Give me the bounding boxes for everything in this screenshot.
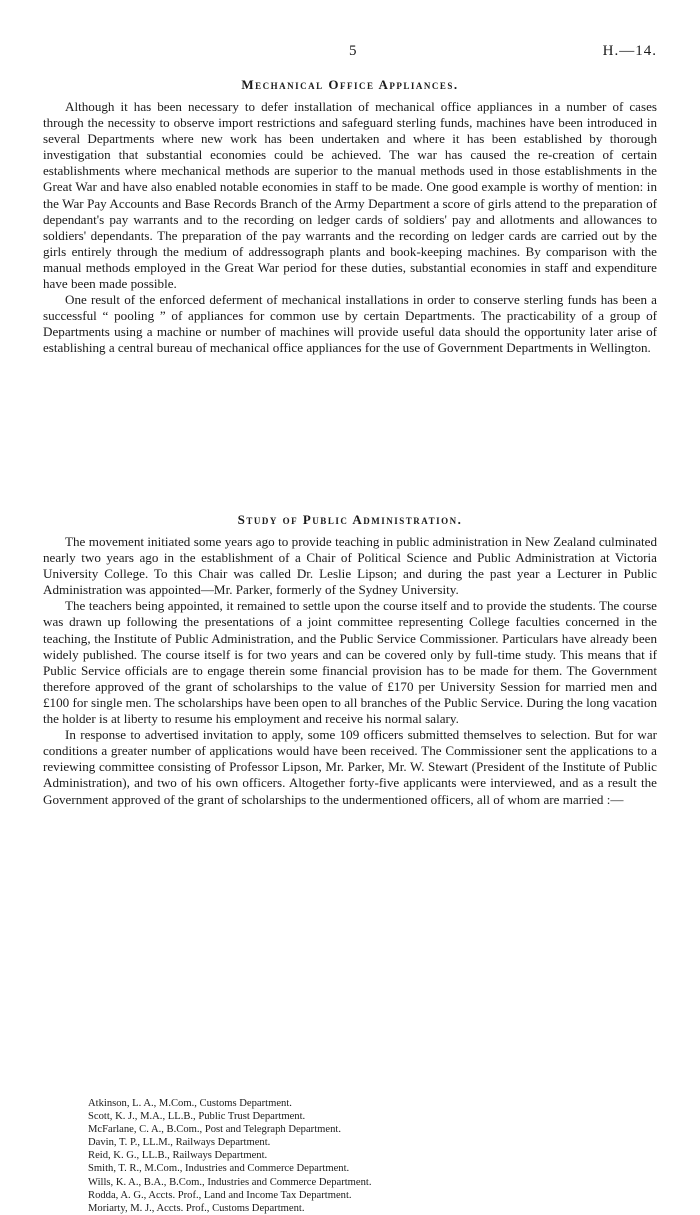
list-item: Scott, K. J., M.A., LL.B., Public Trust Department. <box>88 1111 306 1123</box>
page-number: 5 <box>349 43 357 59</box>
paragraph: In response to advertised invitation to apply, some 109 officers submitted themselves to selection. But for war conditions a greater number of applications would have been received. The Commissioner sent the applications to a reviewing committee consisting of Professor Lipson, Mr. Parker, Mr. W. Stewart (President of the Institute of Public Administration), and two of his own officers. Altogether forty-five applicants were interviewed, and as a result the Government approved of the grant of scholarships to the undermentioned officers, all of whom are married :— <box>43 727 657 807</box>
list-item: Davin, T. P., LL.M., Railways Department. <box>88 1137 271 1149</box>
list-item: Moriarty, M. J., Accts. Prof., Customs Department. <box>88 1202 305 1214</box>
list-item: Wills, K. A., B.A., B.Com., Industries and Commerce Department. <box>88 1176 372 1188</box>
list-item: Atkinson, L. A., M.Com., Customs Department. <box>88 1098 292 1109</box>
section-heading: Study of Public Administration. <box>237 512 463 527</box>
section-study-of-public-administration <box>43 512 657 808</box>
paragraph: The movement initiated some years ago to provide teaching in public administration in New Zealand culminated nearly two years ago in the establishment of a Chair of Political Science and Public Administration at Victoria University College. To this Chair was called Dr. Leslie Lipson; and during the past year a Lecturer in Public Administration was appointed—Mr. Parker, formerly of the Sydney University. <box>43 534 657 598</box>
scholarship-recipients-list <box>88 1097 648 1215</box>
paragraph: Although it has been necessary to defer installation of mechanical office appliances in a number of cases through the necessity to observe import restrictions and safeguard sterling funds, machines have been introduced in several Departments where new work has been undertaken and where it has been established by thorough investigation that substantial economies could be achieved. The war has caused the re-creation of certain establishments where mechanical methods are superior to the manual methods used in those establishments in the Great War and have also enabled notable economies in staff to be made. One good example is worthy of mention: in the War Pay Accounts and Base Records Branch of the Army Department a score of girls attend to the preparation of dependant's pay warrants and to the recording on ledger cards of soldiers' pay and allotments and allowances to soldiers' dependants. The preparation of the pay warrants and the recording on ledger cards are carried out by the girls entirely through the medium of addressograph plants and book-keeping machines. By comparison with the manual methods employed in the Great War period for these duties, substantial economies in staff and expenditure have been made possible. <box>43 99 657 292</box>
paragraph: One result of the enforced deferment of mechanical installations in order to conserve sterling funds has been a successful “ pooling ” of appliances for common use by certain Departments. The practicability of a group of Departments using a machine or number of machines will provide useful data should the opportunity later arise of establishing a central bureau of mechanical office appliances for the use of Government Departments in Wellington. <box>43 292 657 356</box>
document-reference: H.—14. <box>602 43 657 59</box>
paragraph: The teachers being appointed, it remained to settle upon the course itself and to provide the students. The course was drawn up following the presentations of a joint committee representing College faculties concerned in the teaching, the Institute of Public Administration, and the Public Service Commissioner. Particulars have already been widely published. The course itself is for two years and can be covered only by full-time study. This means that if Public Service officials are to engage therein some financial provision has to be made for them. The Government therefore approved of the grant of scholarships to the value of £170 per University Session for married men and £100 for single men. The scholarships have been open to all branches of the Public Service. During the long vacation the holder is at liberty to resume his employment and receive his normal salary. <box>43 598 657 727</box>
list-item: Reid, K. G., LL.B., Railways Department. <box>88 1150 268 1162</box>
section-mechanical-office-appliances <box>43 77 657 357</box>
section-heading: Mechanical Office Appliances. <box>241 77 459 92</box>
list-item: Smith, T. R., M.Com., Industries and Commerce Department. <box>88 1163 350 1175</box>
list-item: Rodda, A. G., Accts. Prof., Land and Income Tax Department. <box>88 1189 352 1201</box>
list-item: McFarlane, C. A., B.Com., Post and Telegraph Department. <box>88 1124 341 1136</box>
